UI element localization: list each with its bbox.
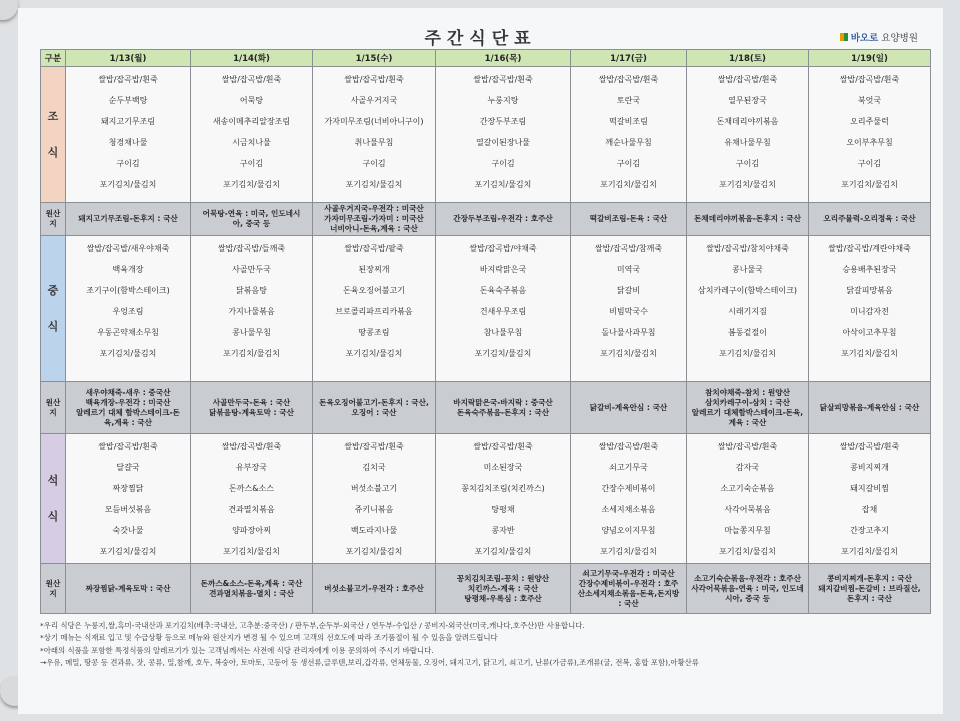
menu-item: 순두부백탕 <box>108 96 148 105</box>
origin-line: 삼치카레구이-삼치 : 국산 <box>705 397 790 407</box>
breakfast-cell <box>436 67 571 203</box>
menu-item: 포기김치/물김치 <box>719 547 776 556</box>
origin-line: 산소세지채소볶음-돈육,돈지방 <box>577 588 680 598</box>
menu-item: 쌀밥/잡곡밥/흰죽 <box>473 442 533 451</box>
origin-label: 원산지 <box>41 203 66 236</box>
menu-item: 쌀밥/잡곡밥/흰죽 <box>221 75 282 84</box>
breakfast-origin-row <box>41 203 931 236</box>
menu-item: 시래기지짐 <box>728 307 767 316</box>
origin-label: 원산지 <box>41 564 66 614</box>
menu-item: 포기김치/물김치 <box>99 547 157 556</box>
hospital-logo <box>840 30 918 44</box>
menu-item: 콩나물국 <box>732 265 763 274</box>
dinner-row <box>41 434 931 564</box>
dinner-cell <box>66 434 191 564</box>
origin-line: 쇠고기무국-우전각 : 미국산 <box>582 568 675 578</box>
origin-line: 돈후지 : 국산 <box>846 593 892 603</box>
menu-item: 바지락맑은국 <box>479 265 527 274</box>
menu-item: 포기김치/물김치 <box>600 349 657 358</box>
menu-item: 토란국 <box>616 96 641 105</box>
menu-item: 간장두부조림 <box>479 117 527 126</box>
menu-item: 짜장찜닭 <box>112 484 144 493</box>
menu-item: 쌀밥/잡곡밥/흰죽 <box>98 75 158 84</box>
menu-item: 간장고추지 <box>850 526 889 535</box>
origin-line: 바지락맑은국-바지락 : 중국산 <box>453 397 553 407</box>
menu-item: 콩자반 <box>491 526 515 535</box>
menu-item: 구이김 <box>491 159 515 168</box>
menu-item: 삼치카레구이(함박스테이크) <box>698 286 797 295</box>
menu-item: 쌀밥/잡곡밥/흰죽 <box>717 75 778 84</box>
lunch-cell <box>809 236 931 382</box>
note-line: →우유, 메밀, 땅콩 등 견과류, 잣, 콩류, 밀,참깨, 호두, 복숭아, 토마토, 고등어 등 생선류,글루텐,보리,갑각류, 연체동물, 오징어, 돼지고기, 닭고기, 쇠고기, 난류(가금류),조개류(굴, 전복, 홍합 포함),아황산류 <box>40 658 699 668</box>
menu-item: 승용배추된장국 <box>842 265 897 274</box>
menu-item: 견과멸치볶음 <box>228 505 275 514</box>
origin-line: 간장수제비볶이-우전각 : 호주 <box>578 578 679 588</box>
menu-item: 닭갈피망볶음 <box>846 286 893 295</box>
dinner-origin-row <box>41 564 931 614</box>
menu-item: 포기김치/물김치 <box>223 180 280 189</box>
menu-item: 돈육오징어불고기 <box>343 286 405 295</box>
menu-item: 유부장국 <box>236 463 267 472</box>
lunch-cell <box>313 236 436 382</box>
origin-line: 계육 : 국산 <box>728 417 767 427</box>
origin-line: 시아, 중국 등 <box>725 593 770 603</box>
menu-item: 양파장아찌 <box>232 526 271 535</box>
origin-line: 사각어묵볶음-연육 : 미국, 인도네 <box>691 583 804 593</box>
menu-item: 쌀밥/잡곡밥/야채죽 <box>469 244 537 253</box>
dinner-cell <box>313 434 436 564</box>
dinner-cell <box>571 434 687 564</box>
origin-line: 사골만두국-돈육 : 국산 <box>212 397 291 407</box>
origin-cell <box>191 382 313 434</box>
menu-item: 취나물무침 <box>354 138 394 147</box>
menu-item: 오리주물럭 <box>850 117 889 126</box>
origin-cell <box>191 564 313 614</box>
menu-item: 쇠고기무국 <box>609 463 648 472</box>
menu-item: 쌀밥/잡곡밥/흰죽 <box>839 442 900 451</box>
breakfast-cell <box>313 67 436 203</box>
menu-item: 감자국 <box>735 463 760 472</box>
menu-item: 아삭이고추무침 <box>842 328 897 337</box>
menu-item: 시금치나물 <box>232 138 271 147</box>
origin-line: 너비아니-돈육,계육 : 국산 <box>330 224 418 233</box>
menu-item: 닭갈비 <box>616 286 641 295</box>
menu-item: 사골우거지국 <box>350 96 398 105</box>
menu-item: 미니감자전 <box>850 307 889 316</box>
menu-item: 쌀밥/잡곡밥/새우야채죽 <box>86 244 170 253</box>
menu-item: 가지나물볶음 <box>228 307 275 316</box>
menu-item: 땅콩조림 <box>358 328 390 337</box>
menu-item: 오이부추무침 <box>846 138 893 147</box>
origin-line: 돈까스&소스-돈육,계육 : 국산 <box>200 578 303 588</box>
menu-item: 포기김치/물김치 <box>719 349 776 358</box>
meal-label-char: 조 <box>47 109 59 123</box>
menu-item: 미소된장국 <box>483 463 523 472</box>
menu-item: 돼지고기무조림 <box>100 117 156 126</box>
lunch-label <box>41 236 66 382</box>
notes-section <box>40 620 930 670</box>
origin-line: 돈육오징어불고기-돈후지 : 국산, <box>319 397 429 407</box>
origin-cell <box>66 564 191 614</box>
menu-item: 김치국 <box>362 463 386 472</box>
menu-item: 쌀밥/잡곡밥/참치야채죽 <box>706 244 789 253</box>
menu-item: 숙갓나물 <box>112 526 144 535</box>
menu-item: 봄동겉절이 <box>728 328 767 337</box>
origin-cell <box>687 382 809 434</box>
menu-item: 쌀밥/잡곡밥/계란야채죽 <box>828 244 911 253</box>
menu-item: 포기김치/물김치 <box>474 180 532 189</box>
menu-item: 조기구이(함박스테이크) <box>86 286 170 295</box>
magnet-top-left <box>0 0 18 20</box>
weekly-menu-table <box>40 49 931 614</box>
menu-item: 돈육숙주볶음 <box>479 286 527 295</box>
origin-line: 백육개장-우전각 : 미국산 <box>85 397 171 407</box>
note-line: *우리 식당은 누룽지,쌀,흑미-국내산과 포기김치(배추:국내산, 고추분:중국산) / 판두부,순두부-외국산 / 연두부-수입산 / 콩비지-외국산(미국,캐나다,호주산)만 사용합니다. <box>40 621 585 630</box>
hospital-prefix: 바오로 <box>850 33 879 44</box>
menu-item: 우동곤약채소무침 <box>97 328 159 337</box>
menu-item: 북엇국 <box>857 96 882 105</box>
day-header: 1/14(화) <box>191 50 313 67</box>
menu-item: 버섯소불고기 <box>350 484 398 493</box>
menu-item: 마늘쫑지무침 <box>724 526 771 535</box>
origin-line: 소고기숙순볶음-우전각 : 호주산 <box>694 573 801 583</box>
menu-item: 쌀밥/잡곡밥/흰죽 <box>598 75 659 84</box>
origin-line: 돼지고기무조림-돈후지 : 국산 <box>78 214 178 223</box>
menu-item: 쥬키니볶음 <box>354 505 394 514</box>
menu-item: 쌀밥/잡곡밥/들깨죽 <box>217 244 286 253</box>
origin-cell <box>687 564 809 614</box>
menu-item: 쌀밥/잡곡밥/흰죽 <box>598 442 659 451</box>
origin-line: 알레르기 대체 함박스테이크-돈 <box>76 407 180 417</box>
menu-item: 미역국 <box>616 265 641 274</box>
menu-item: 포기김치/물김치 <box>345 180 403 189</box>
menu-item: 구이김 <box>857 159 882 168</box>
dinner-label <box>41 434 66 564</box>
origin-line: 육,계육 : 국산 <box>104 417 152 427</box>
menu-item: 된장찌개 <box>358 265 390 274</box>
origin-line: : 국산 <box>618 598 639 608</box>
origin-line: 돈채데리야끼볶음-돈후지 : 국산 <box>694 214 801 223</box>
origin-cell <box>809 203 931 236</box>
menu-item: 구이김 <box>735 159 760 168</box>
day-header: 1/16(목) <box>436 50 571 67</box>
menu-item: 쌀밥/잡곡밥/흰죽 <box>717 442 778 451</box>
origin-line: 아, 중국 등 <box>232 219 271 228</box>
menu-item: 닭볶음탕 <box>236 286 267 295</box>
menu-item: 소고기숙순볶음 <box>720 484 775 493</box>
origin-line: 떡갈비조림-돈육 : 국산 <box>589 214 668 223</box>
meal-label-char: 석 <box>47 473 59 487</box>
origin-line: 닭볶음탕-계육토막 : 국산 <box>209 407 294 417</box>
menu-item: 간장수제비볶이 <box>601 484 656 493</box>
menu-item: 구이김 <box>362 159 386 168</box>
origin-cell <box>66 382 191 434</box>
menu-item: 사각어묵볶음 <box>724 505 771 514</box>
day-header: 1/17(금) <box>571 50 687 67</box>
origin-line: 탕평채-우록심 : 호주산 <box>464 593 542 603</box>
menu-item: 탕평채 <box>491 505 515 514</box>
origin-line: 알레르기 대체함박스테이크-돈육, <box>691 407 804 417</box>
menu-item: 어묵탕 <box>239 96 264 105</box>
menu-item: 콩비지찌개 <box>850 463 889 472</box>
menu-item: 달걀국 <box>116 463 140 472</box>
hospital-name: 요양병원 <box>881 33 918 44</box>
dinner-cell <box>191 434 313 564</box>
menu-item: 비빔막국수 <box>609 307 648 316</box>
menu-item: 포기김치/물김치 <box>345 547 403 556</box>
breakfast-label <box>41 67 66 203</box>
origin-line: 치킨까스-계육 : 국산 <box>467 583 539 593</box>
menu-item: 콩나물무침 <box>232 328 271 337</box>
breakfast-row <box>41 67 931 203</box>
lunch-cell <box>436 236 571 382</box>
origin-line: 닭갈비-계육안심 : 국산 <box>589 402 668 412</box>
menu-item: 포기김치/물김치 <box>719 180 776 189</box>
origin-line: 오리주물럭-오리정육 : 국산 <box>823 214 916 223</box>
menu-item: 돈까스&소스 <box>229 484 274 493</box>
lunch-cell <box>571 236 687 382</box>
origin-cell <box>687 203 809 236</box>
origin-cell <box>571 564 687 614</box>
menu-item: 구이김 <box>616 159 641 168</box>
origin-line: 참치야채죽-참치 : 원양산 <box>705 387 790 397</box>
menu-item: 가자미무조림(너비아니구이) <box>324 117 424 126</box>
menu-item: 쌀밥/잡곡밥/흰죽 <box>344 442 404 451</box>
origin-line: 꽁치김치조림-꽁치 : 원양산 <box>456 573 550 583</box>
note-line: *아래의 식품을 포함한 특정식품의 알레르기가 있는 고객님께서는 사전에 식당 관리자에게 이용 문의하여 주시기 바랍니다. <box>40 645 434 655</box>
page-title: 주간식단표 <box>424 29 537 49</box>
origin-line: 어묵탕-연육 : 미국, 인도네시 <box>202 209 301 218</box>
menu-item: 포기김치/물김치 <box>345 349 403 358</box>
menu-item: 포기김치/물김치 <box>841 180 898 189</box>
menu-item: 소세지채소볶음 <box>601 505 656 514</box>
menu-item: 돼지갈비찜 <box>850 484 889 493</box>
menu-item: 청경채나물 <box>108 138 148 147</box>
origin-cell <box>191 203 313 236</box>
origin-line: 사골우거지국-우전각 : 미국산 <box>324 204 424 213</box>
menu-item: 포기김치/물김치 <box>99 180 157 189</box>
menu-item: 백육개장 <box>112 265 144 274</box>
menu-item: 포기김치/물김치 <box>223 547 280 556</box>
dinner-cell <box>436 434 571 564</box>
menu-item: 사골만두국 <box>232 265 271 274</box>
origin-cell <box>436 382 571 434</box>
lunch-row <box>41 236 931 382</box>
origin-line: 돈육숙주볶음-돈후지 : 국산 <box>456 407 550 417</box>
menu-item: 포기김치/물김치 <box>841 547 898 556</box>
origin-line: 돼지갈비찜-돈갈비 : 브라질산, <box>818 583 921 593</box>
breakfast-cell <box>687 67 809 203</box>
menu-item: 돈채데리야끼볶음 <box>716 117 779 126</box>
origin-cell <box>313 382 436 434</box>
menu-sheet <box>18 8 943 714</box>
menu-item: 건새우무조림 <box>479 307 527 316</box>
menu-item: 모듬버섯볶음 <box>104 505 152 514</box>
menu-item: 구이김 <box>239 159 264 168</box>
menu-item: 포기김치/물김치 <box>223 349 280 358</box>
menu-item: 구이김 <box>116 159 140 168</box>
day-header: 1/13(월) <box>66 50 191 67</box>
lunch-cell <box>191 236 313 382</box>
menu-item: 쌀밥/잡곡밥/참깨죽 <box>594 244 663 253</box>
menu-item: 깨순나물무침 <box>605 138 652 147</box>
meal-label-char: 식 <box>47 319 59 333</box>
dinner-cell <box>809 434 931 564</box>
breakfast-cell <box>66 67 191 203</box>
menu-item: 포기김치/물김치 <box>600 180 657 189</box>
origin-cell <box>66 203 191 236</box>
menu-item: 포기김치/물김치 <box>474 547 532 556</box>
origin-cell <box>809 564 931 614</box>
menu-item: 포기김치/물김치 <box>474 349 532 358</box>
origin-cell <box>313 564 436 614</box>
breakfast-cell <box>809 67 931 203</box>
origin-cell <box>571 382 687 434</box>
logo-mark-icon <box>840 33 848 41</box>
origin-line: 닭살피망볶음-계육안심 : 국산 <box>819 402 920 412</box>
menu-item: 쌀밥/잡곡밥/흰죽 <box>221 442 282 451</box>
origin-line: 짜장찜닭-계육토막 : 국산 <box>85 583 171 593</box>
gubun-header: 구분 <box>41 50 66 67</box>
menu-item: 포기김치/물김치 <box>600 547 657 556</box>
menu-item: 꽁치김치조림(치킨까스) <box>461 484 545 493</box>
menu-item: 포기김치/물김치 <box>99 349 157 358</box>
breakfast-cell <box>191 67 313 203</box>
header-row <box>41 50 931 67</box>
breakfast-cell <box>571 67 687 203</box>
origin-line: 간장두부조림-우전각 : 호주산 <box>453 214 553 223</box>
menu-item: 잡채 <box>861 505 878 514</box>
origin-line: 견과멸치볶음-멸치 : 국산 <box>209 588 294 598</box>
menu-item: 유채나물무침 <box>724 138 771 147</box>
origin-line: 콩비지찌개-돈후지 : 국산 <box>827 573 912 583</box>
lunch-cell <box>66 236 191 382</box>
menu-item: 우엉조림 <box>112 307 144 316</box>
note-line: *상기 메뉴는 식재료 입고 및 수급상황 등으로 메뉴와 원산지가 변경 될 수 있으며 고객의 선호도에 따라 조기품절이 될 수 있음을 알려드립니다 <box>40 633 498 643</box>
origin-line: 새우야채죽-새우 : 중국산 <box>85 387 171 397</box>
origin-cell <box>571 203 687 236</box>
meal-label-char: 식 <box>47 509 59 523</box>
menu-item: 양념오이지무침 <box>601 526 656 535</box>
menu-item: 열갈이된장나물 <box>475 138 531 147</box>
menu-item: 쌀밥/잡곡밥/팥죽 <box>344 244 404 253</box>
origin-cell <box>436 203 571 236</box>
origin-cell <box>809 382 931 434</box>
dinner-cell <box>687 434 809 564</box>
meal-label-char: 중 <box>47 283 59 297</box>
menu-item: 쌀밥/잡곡밥/흰죽 <box>473 75 533 84</box>
day-header: 1/18(토) <box>687 50 809 67</box>
day-header: 1/15(수) <box>313 50 436 67</box>
lunch-cell <box>687 236 809 382</box>
origin-line: 가자미무조림-가자미 : 미국산 <box>324 214 424 223</box>
origin-cell <box>436 564 571 614</box>
menu-item: 백도라지나물 <box>350 526 398 535</box>
meal-label-char: 식 <box>47 145 59 159</box>
menu-item: 열무된장국 <box>728 96 767 105</box>
lunch-origin-row <box>41 382 931 434</box>
menu-item: 쌀밥/잡곡밥/흰죽 <box>98 442 158 451</box>
menu-item: 떡갈비조림 <box>609 117 648 126</box>
menu-item: 돌나물사과무침 <box>601 328 656 337</box>
origin-line: 버섯소불고기-우전각 : 호주산 <box>324 583 424 593</box>
origin-label: 원산지 <box>41 382 66 434</box>
menu-item: 참나물무침 <box>483 328 523 337</box>
menu-item: 새송이메추리알장조림 <box>212 117 291 126</box>
origin-line: 오징어 : 국산 <box>351 407 397 417</box>
menu-item: 누룽지탕 <box>487 96 519 105</box>
menu-item: 쌀밥/잡곡밥/흰죽 <box>839 75 900 84</box>
day-header: 1/19(일) <box>809 50 931 67</box>
origin-cell <box>313 203 436 236</box>
menu-item: 포기김치/물김치 <box>841 349 898 358</box>
menu-item: 쌀밥/잡곡밥/흰죽 <box>344 75 404 84</box>
menu-item: 브로콜리파프리카볶음 <box>335 307 413 316</box>
